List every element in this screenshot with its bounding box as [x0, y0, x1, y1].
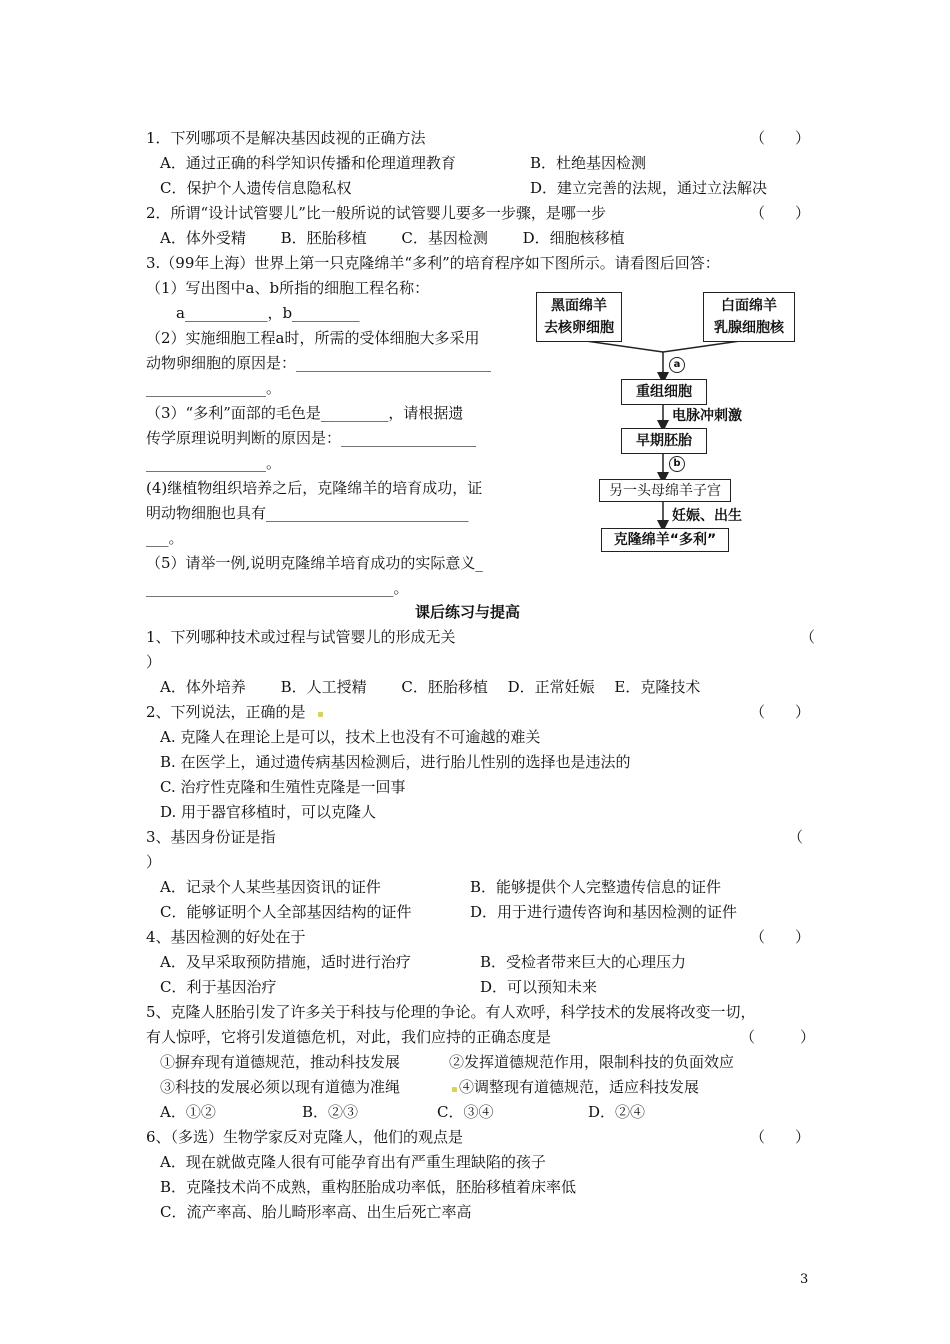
s2-q2-bracket: （ ）	[750, 703, 811, 721]
s2-q6-option-a: A．现在就做克隆人很有可能孕育出有严重生理缺陷的孩子	[160, 1153, 546, 1171]
s2-q4-stem: 4、基因检测的好处在于	[146, 928, 306, 946]
s2-q3-option-a: A．记录个人某些基因资讯的证件	[160, 878, 381, 896]
s2-q5-stem-line2: 有人惊呼，它将引发道德危机，对此，我们应持的正确态度是	[146, 1028, 552, 1046]
q3-part2-line2: 动物卵细胞的原因是：__________________________	[146, 354, 492, 372]
q3-part3-line1: （3）“多利”面部的毛色是_________，请根据遗	[146, 404, 464, 422]
q3-stem: 3.（99年上海）世界上第一只克隆绵羊“多利”的培育程序如下图所示。请看图后回答：	[146, 254, 720, 272]
s2-q5-statement-4: ④调整现有道德规范，适应科技发展	[459, 1078, 700, 1096]
s2-q5-option-d: D．②④	[588, 1103, 646, 1121]
s2-q1-bracket-close: ）	[146, 653, 162, 671]
box-surrogate-uterus-label: 另一头母绵羊子宫	[609, 482, 721, 499]
q1-option-a: A．通过正确的科学知识传播和伦理道理教育	[160, 154, 456, 172]
s2-q6-bracket: （ ）	[750, 1128, 811, 1146]
label-pregnancy-birth: 妊娠、出生	[672, 508, 742, 524]
q3-part4-line1: (4)继植物组织培养之后，克隆绵羊的培育成功，证	[146, 479, 483, 497]
box-white-faced-ewe-line2: 乳腺细胞核	[714, 320, 784, 336]
s2-q5-statement-3: ③科技的发展必须以现有道德为准绳	[160, 1078, 401, 1096]
q2-options: A．体外受精 B．胚胎移植 C．基因检测 D．细胞核移植	[160, 229, 625, 247]
box-black-faced-ewe	[536, 292, 622, 342]
box-surrogate-uterus	[599, 479, 731, 502]
s2-q5-option-a: A．①②	[160, 1103, 216, 1121]
box-dolly-label: 克隆绵羊“多利”	[613, 532, 717, 548]
s2-q2-option-d: D. 用于器官移植时，可以克隆人	[160, 803, 377, 821]
s2-q5-statement-2: ②发挥道德规范作用，限制科技的负面效应	[449, 1053, 735, 1071]
page-number: 3	[800, 1272, 809, 1287]
yellow-mark	[452, 1087, 457, 1092]
box-white-faced-ewe	[703, 292, 795, 342]
s2-q5-stem-line1: 5、克隆人胚胎引发了许多关于科技与伦理的争论。有人欢呼，科学技术的发展将改变一切，	[146, 1003, 756, 1021]
box-early-embryo-label: 早期胚胎	[636, 433, 692, 449]
s2-q4-option-c: C．利于基因治疗	[160, 978, 277, 996]
box-recombined-cell-label: 重组细胞	[636, 384, 692, 400]
yellow-mark	[318, 712, 323, 717]
q2-bracket: （ ）	[750, 204, 811, 222]
q1-option-d: D．建立完善的法规，通过立法解决	[530, 179, 768, 197]
q3-part3-line2: 传学原理说明判断的原因是：__________________	[146, 429, 477, 447]
box-early-embryo	[621, 428, 707, 454]
s2-q4-bracket: （ ）	[750, 928, 811, 946]
q3-part3-line3: ________________。	[146, 454, 282, 472]
q3-part2-line3: ________________。	[146, 379, 282, 397]
s2-q1-options: A．体外培养 B．人工授精 C．胚胎移植 D．正常妊娠 E．克隆技术	[160, 678, 701, 696]
q3-part4-line3: ___。	[146, 529, 184, 547]
q3-part5-line2: _________________________________。	[146, 579, 409, 597]
q1-bracket: （ ）	[750, 129, 811, 147]
box-dolly	[601, 528, 729, 552]
s2-q3-option-d: D．用于进行遗传咨询和基因检测的证件	[470, 903, 738, 921]
s2-q5-statement-1: ①摒弃现有道德规范，推动科技发展	[160, 1053, 401, 1071]
box-black-faced-ewe-line1: 黑面绵羊	[551, 298, 607, 314]
q3-part2-line1: （2）实施细胞工程a时，所需的受体细胞大多采用	[146, 329, 480, 347]
q3-part1: （1）写出图中a、b所指的细胞工程名称：	[146, 279, 430, 297]
q3-part1-blank: a___________，b_________	[176, 304, 360, 322]
s2-q4-option-d: D．可以预知未来	[480, 978, 598, 996]
section-heading: 课后练习与提高	[415, 603, 521, 621]
s2-q4-option-b: B．受检者带来巨大的心理压力	[480, 953, 687, 971]
s2-q6-stem: 6、（多选）生物学家反对克隆人，他们的观点是	[146, 1128, 464, 1146]
marker-a: a	[669, 357, 685, 373]
s2-q2-option-b: B. 在医学上，通过遗传病基因检测后，进行胎儿性别的选择也是违法的	[160, 753, 631, 771]
box-recombined-cell	[621, 379, 707, 405]
s2-q3-option-c: C．能够证明个人全部基因结构的证件	[160, 903, 412, 921]
s2-q6-option-c: C．流产率高、胎儿畸形率高、出生后死亡率高	[160, 1203, 472, 1221]
s2-q1-stem: 1、下列哪种技术或过程与试管婴儿的形成无关	[146, 628, 456, 646]
s2-q5-option-c: C．③④	[437, 1103, 494, 1121]
s2-q2-option-c: C. 治疗性克隆和生殖性克隆是一回事	[160, 778, 406, 796]
q1-stem: 1．下列哪项不是解决基因歧视的正确方法	[146, 129, 426, 147]
q1-option-b: B．杜绝基因检测	[530, 154, 647, 172]
box-black-faced-ewe-line2: 去核卵细胞	[544, 320, 614, 336]
q3-part5-line1: （5）请举一例,说明克隆绵羊培育成功的实际意义_	[146, 554, 483, 572]
q1-option-c: C．保护个人遗传信息隐私权	[160, 179, 352, 197]
s2-q4-option-a: A．及早采取预防措施，适时进行治疗	[160, 953, 411, 971]
s2-q3-stem: 3、基因身份证是指	[146, 828, 276, 846]
marker-b: b	[669, 456, 685, 472]
q2-stem: 2．所谓“设计试管婴儿”比一般所说的试管婴儿要多一步骤，是哪一步	[146, 204, 606, 222]
s2-q3-bracket-close: ）	[146, 853, 162, 871]
s2-q3-bracket-open: （	[788, 828, 804, 846]
s2-q2-stem: 2、下列说法，正确的是	[146, 703, 306, 721]
s2-q5-option-b: B．②③	[302, 1103, 359, 1121]
s2-q5-bracket: （ ）	[740, 1028, 816, 1046]
q3-part4-line2: 明动物细胞也具有___________________________	[146, 504, 469, 522]
s2-q1-bracket-open: （	[800, 628, 816, 646]
s2-q3-option-b: B．能够提供个人完整遗传信息的证件	[470, 878, 722, 896]
s2-q2-option-a: A. 克隆人在理论上是可以，技术上也没有不可逾越的难关	[160, 728, 541, 746]
s2-q6-option-b: B．克隆技术尚不成熟，重构胚胎成功率低，胚胎移植着床率低	[160, 1178, 577, 1196]
label-electric-stimulation: 电脉冲刺激	[672, 408, 742, 424]
box-white-faced-ewe-line1: 白面绵羊	[721, 298, 777, 314]
